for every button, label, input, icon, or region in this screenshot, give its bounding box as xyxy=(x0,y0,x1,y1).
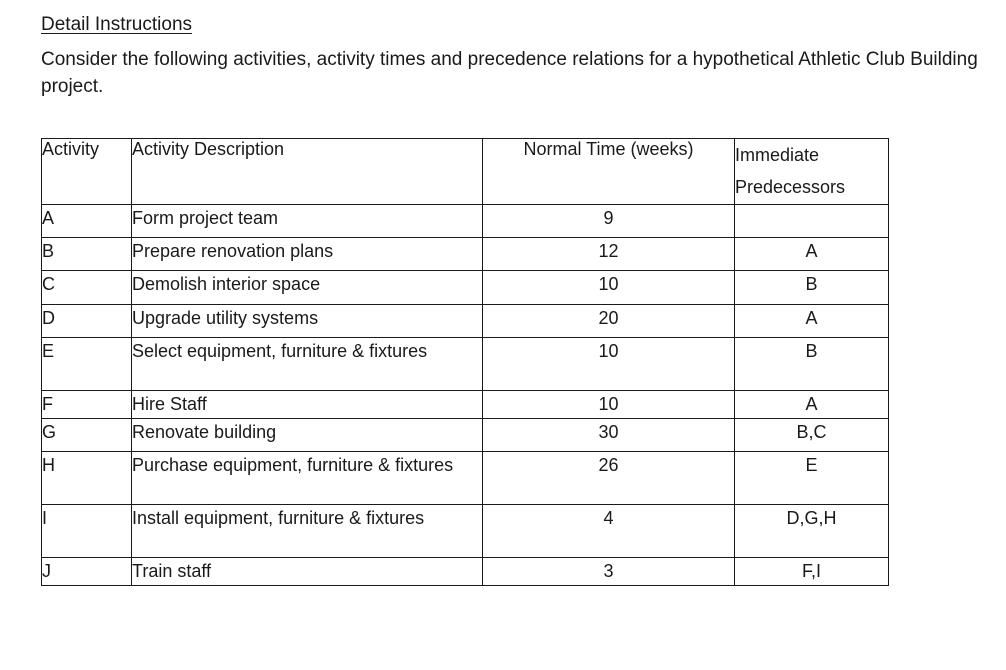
table-row xyxy=(42,558,889,586)
predecessors-cell: A xyxy=(735,238,889,271)
time-cell: 26 xyxy=(483,452,735,505)
header-normal-time: Normal Time (weeks) xyxy=(483,139,735,205)
page-heading: Detail Instructions xyxy=(41,14,193,35)
header-description: Activity Description xyxy=(132,139,483,205)
predecessors-cell: D,G,H xyxy=(735,505,889,558)
activity-cell: A xyxy=(42,205,132,238)
description-cell: Form project team xyxy=(132,205,483,238)
description-cell: Purchase equipment, furniture & fixtures xyxy=(132,452,483,505)
description-cell: Upgrade utility systems xyxy=(132,305,483,338)
time-cell: 30 xyxy=(483,419,735,452)
activity-cell: I xyxy=(42,505,132,558)
activity-table xyxy=(41,138,889,586)
time-cell: 12 xyxy=(483,238,735,271)
table-row xyxy=(42,305,889,338)
predecessors-cell: F,I xyxy=(735,558,889,586)
description-cell: Install equipment, furniture & fixtures xyxy=(132,505,483,558)
header-activity: Activity xyxy=(42,139,132,205)
activity-cell: E xyxy=(42,338,132,391)
table-row xyxy=(42,338,889,391)
predecessors-cell: A xyxy=(735,305,889,338)
time-cell: 4 xyxy=(483,505,735,558)
predecessors-cell: B,C xyxy=(735,419,889,452)
table-row xyxy=(42,238,889,271)
header-predecessors: Immediate Predecessors xyxy=(735,139,889,205)
activity-cell: H xyxy=(42,452,132,505)
activity-cell: J xyxy=(42,558,132,586)
description-cell: Renovate building xyxy=(132,419,483,452)
intro-paragraph: Consider the following activities, activity times and precedence relations for a hypothetical Athletic Club Building project. xyxy=(41,49,978,97)
predecessors-cell xyxy=(735,205,889,238)
table-row xyxy=(42,505,889,558)
table-row xyxy=(42,419,889,452)
predecessors-cell: B xyxy=(735,271,889,305)
description-cell: Hire Staff xyxy=(132,391,483,419)
table-row xyxy=(42,271,889,305)
activity-cell: G xyxy=(42,419,132,452)
predecessors-cell: E xyxy=(735,452,889,505)
description-cell: Demolish interior space xyxy=(132,271,483,305)
activity-cell: D xyxy=(42,305,132,338)
table-row xyxy=(42,391,889,419)
time-cell: 10 xyxy=(483,338,735,391)
table-row xyxy=(42,452,889,505)
time-cell: 20 xyxy=(483,305,735,338)
activity-cell: F xyxy=(42,391,132,419)
description-cell: Select equipment, furniture & fixtures xyxy=(132,338,483,391)
time-cell: 3 xyxy=(483,558,735,586)
predecessors-cell: B xyxy=(735,338,889,391)
table-header-row xyxy=(42,139,889,205)
predecessors-cell: A xyxy=(735,391,889,419)
description-cell: Prepare renovation plans xyxy=(132,238,483,271)
time-cell: 9 xyxy=(483,205,735,238)
description-cell: Train staff xyxy=(132,558,483,586)
time-cell: 10 xyxy=(483,271,735,305)
table-row xyxy=(42,205,889,238)
time-cell: 10 xyxy=(483,391,735,419)
activity-cell: B xyxy=(42,238,132,271)
activity-cell: C xyxy=(42,271,132,305)
